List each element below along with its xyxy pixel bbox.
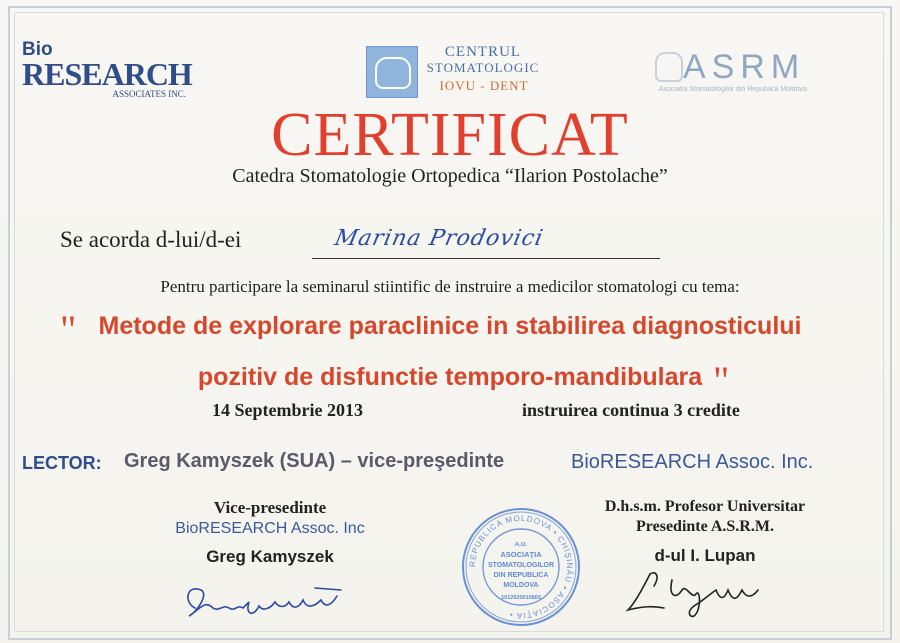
left-signatory-org: BioRESEARCH Assoc. Inc [175, 520, 365, 537]
stamp-line-3: STOMATOLOGILOR [487, 562, 555, 569]
stamp-line-5: MOLDOVA [503, 582, 539, 589]
right-signatory-role: Presedinte A.S.R.M. [636, 518, 774, 535]
stamp-line-2: ASOCIAŢIA [500, 550, 542, 559]
seminar-intro: Pentru participare la seminarul stiintific de instruire a medicilor stomatologi cu tema: [160, 277, 740, 296]
bioresearch-logo-sub: ASSOCIATES INC. [112, 89, 186, 100]
stamp-line-1: A.O. [514, 542, 528, 548]
lector-organization: BioRESEARCH Assoc. Inc. [571, 451, 814, 473]
award-label: Se acorda d-lui/d-ei [60, 227, 242, 252]
centrul-logo-line1: CENTRUL [444, 44, 522, 60]
recipient-name: Marina Prodovici [332, 226, 546, 251]
department-subtitle: Catedra Stomatologie Ortopedica “Ilarion Postolache” [232, 165, 668, 187]
asrm-logo-text: ASRM [683, 48, 806, 86]
topic-open-quote: " [60, 307, 77, 352]
bioresearch-logo-main: RESEARCH [22, 56, 192, 92]
centrul-stomatologic-logo [366, 44, 546, 100]
bioresearch-logo-top: Bio [22, 39, 53, 60]
lector-label: LECTOR: [22, 453, 102, 473]
centrul-logo-line3: IOVU - DENT [439, 78, 529, 93]
credits-info: instruirea continua 3 credite [522, 400, 740, 420]
topic-close-quote: " [713, 358, 730, 403]
certificate-title: CERTIFICAT [271, 101, 629, 169]
left-handwritten-signature [175, 578, 355, 628]
tooth-outline-icon [655, 52, 683, 82]
right-signatory-name: d-ul I. Lupan [654, 546, 756, 565]
bioresearch-logo [22, 40, 192, 98]
asrm-logo [655, 50, 835, 100]
stamp-code: 1012620010865 [501, 595, 541, 601]
stamp-ring-text: REPUBLICA MOLDOVA • CHIŞINĂU • ASOCIAŢIA • [467, 513, 575, 621]
stamp-line-4: DIN REPUBLICA [493, 572, 549, 579]
centrul-logo-line2: STOMATOLOGIC [426, 60, 540, 75]
left-signatory-name: Greg Kamyszek [206, 547, 334, 566]
right-signatory-title: D.h.s.m. Profesor Universitar [604, 498, 806, 515]
recipient-underline [312, 258, 660, 259]
tooth-logo-box [366, 46, 418, 98]
official-stamp [460, 506, 582, 628]
left-signatory-role: Vice-presedinte [213, 498, 327, 517]
right-signatory [575, 498, 835, 566]
topic-line-2: pozitiv de disfunctie temporo-mandibulara [197, 363, 703, 391]
tooth-icon [375, 57, 411, 89]
left-signatory [140, 498, 400, 567]
asrm-logo-sub: Asociația Stomatologilor din Republica Moldova [659, 86, 807, 93]
lector-name: Greg Kamyszek (SUA) – vice-preşedinte [124, 450, 505, 472]
topic-line-1: Metode de explorare paraclinice in stabilirea diagnosticului [98, 312, 802, 340]
right-handwritten-signature [620, 560, 770, 620]
seminar-date: 14 Septembrie 2013 [212, 400, 363, 420]
